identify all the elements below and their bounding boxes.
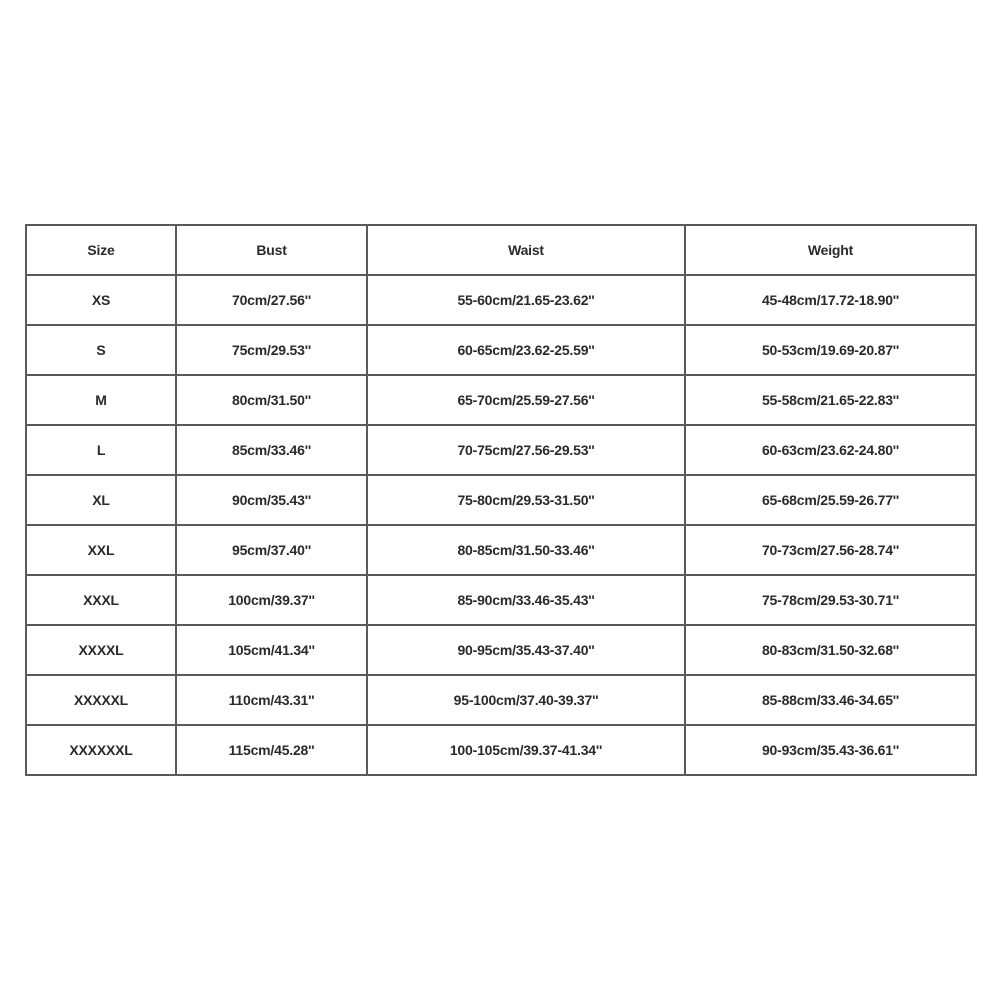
table-row — [26, 425, 976, 475]
bust-cell: 75cm/29.53'' — [176, 325, 367, 375]
size-cell: S — [26, 325, 176, 375]
table-row — [26, 475, 976, 525]
size-cell: XXXXL — [26, 625, 176, 675]
size-cell: XS — [26, 275, 176, 325]
weight-cell: 75-78cm/29.53-30.71'' — [685, 575, 976, 625]
header-bust: Bust — [176, 225, 367, 275]
waist-cell: 95-100cm/37.40-39.37'' — [367, 675, 685, 725]
weight-cell: 60-63cm/23.62-24.80'' — [685, 425, 976, 475]
waist-cell: 85-90cm/33.46-35.43'' — [367, 575, 685, 625]
size-cell: M — [26, 375, 176, 425]
header-waist: Waist — [367, 225, 685, 275]
table-body — [26, 275, 976, 775]
weight-cell: 45-48cm/17.72-18.90'' — [685, 275, 976, 325]
table-row — [26, 625, 976, 675]
table-header — [26, 225, 976, 275]
bust-cell: 90cm/35.43'' — [176, 475, 367, 525]
bust-cell: 115cm/45.28'' — [176, 725, 367, 775]
header-row — [26, 225, 976, 275]
weight-cell: 80-83cm/31.50-32.68'' — [685, 625, 976, 675]
weight-cell: 70-73cm/27.56-28.74'' — [685, 525, 976, 575]
header-weight: Weight — [685, 225, 976, 275]
table-row — [26, 525, 976, 575]
table-row — [26, 325, 976, 375]
waist-cell: 75-80cm/29.53-31.50'' — [367, 475, 685, 525]
weight-cell: 55-58cm/21.65-22.83'' — [685, 375, 976, 425]
size-cell: XL — [26, 475, 176, 525]
size-cell: XXXXXL — [26, 675, 176, 725]
waist-cell: 90-95cm/35.43-37.40'' — [367, 625, 685, 675]
weight-cell: 85-88cm/33.46-34.65'' — [685, 675, 976, 725]
weight-cell: 65-68cm/25.59-26.77'' — [685, 475, 976, 525]
waist-cell: 70-75cm/27.56-29.53'' — [367, 425, 685, 475]
waist-cell: 80-85cm/31.50-33.46'' — [367, 525, 685, 575]
bust-cell: 85cm/33.46'' — [176, 425, 367, 475]
waist-cell: 60-65cm/23.62-25.59'' — [367, 325, 685, 375]
header-size: Size — [26, 225, 176, 275]
size-cell: XXXXXXL — [26, 725, 176, 775]
bust-cell: 105cm/41.34'' — [176, 625, 367, 675]
bust-cell: 100cm/39.37'' — [176, 575, 367, 625]
table-row — [26, 575, 976, 625]
weight-cell: 90-93cm/35.43-36.61'' — [685, 725, 976, 775]
size-chart-table — [25, 224, 977, 776]
table-row — [26, 675, 976, 725]
waist-cell: 100-105cm/39.37-41.34'' — [367, 725, 685, 775]
bust-cell: 80cm/31.50'' — [176, 375, 367, 425]
size-cell: L — [26, 425, 176, 475]
waist-cell: 55-60cm/21.65-23.62'' — [367, 275, 685, 325]
bust-cell: 110cm/43.31'' — [176, 675, 367, 725]
table-row — [26, 275, 976, 325]
table-row — [26, 725, 976, 775]
table-row — [26, 375, 976, 425]
size-cell: XXL — [26, 525, 176, 575]
bust-cell: 70cm/27.56'' — [176, 275, 367, 325]
weight-cell: 50-53cm/19.69-20.87'' — [685, 325, 976, 375]
waist-cell: 65-70cm/25.59-27.56'' — [367, 375, 685, 425]
size-cell: XXXL — [26, 575, 176, 625]
bust-cell: 95cm/37.40'' — [176, 525, 367, 575]
